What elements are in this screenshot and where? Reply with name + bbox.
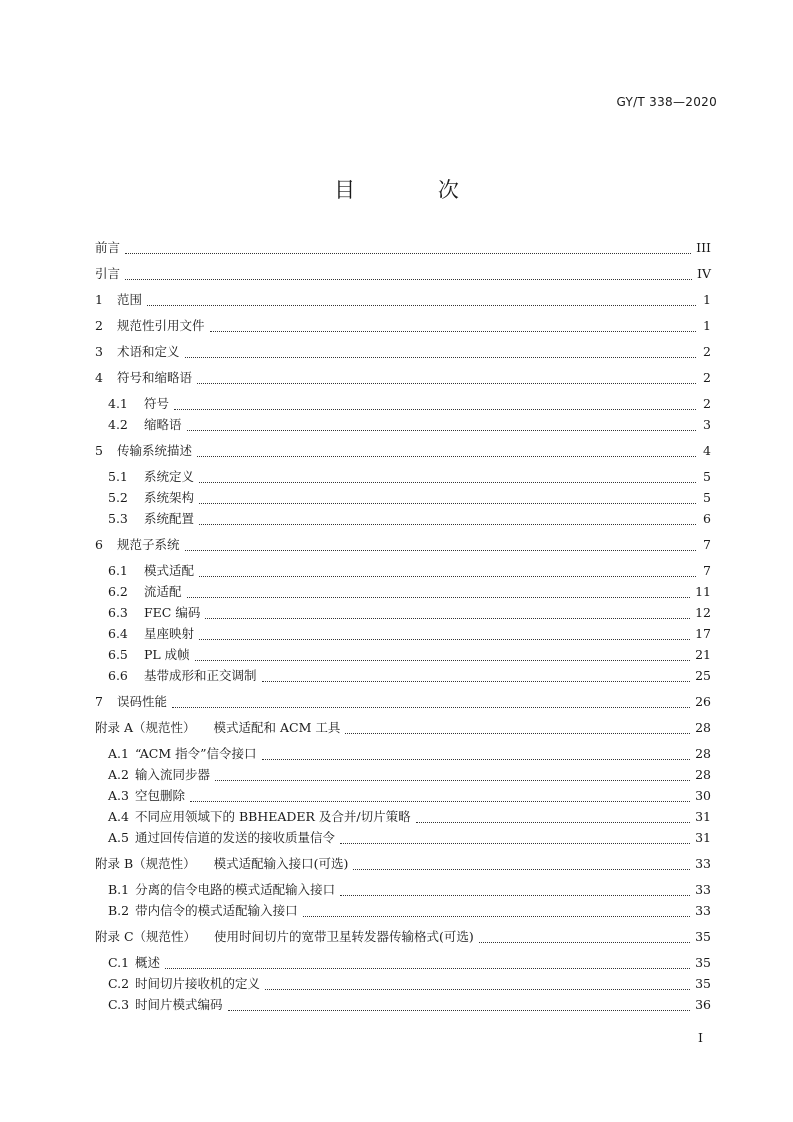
toc-dot-leader: [199, 576, 696, 577]
toc-entry-page: 1: [703, 318, 711, 333]
toc-entry[interactable]: [95, 535, 711, 555]
toc-entry[interactable]: [108, 488, 711, 508]
toc-entry-number: 6.2: [108, 584, 128, 599]
toc-entry-page: 28: [695, 720, 711, 735]
toc-entry-number: A.1: [108, 746, 129, 761]
toc-entry-label: “ACM 指令”信令接口: [134, 746, 257, 761]
toc-entry-page: 31: [695, 830, 711, 845]
toc-dot-leader: [479, 942, 690, 943]
toc-entry-number: 6.3: [108, 605, 128, 620]
toc-entry[interactable]: [95, 927, 711, 947]
toc-entry[interactable]: [108, 603, 711, 623]
toc-entry-page: 31: [695, 809, 711, 824]
toc-entry[interactable]: [95, 342, 711, 362]
toc-entry[interactable]: [108, 645, 711, 665]
toc-entry-label: 模式适配: [144, 563, 195, 578]
toc-entry-page: 5: [703, 469, 711, 484]
toc-entry[interactable]: [95, 718, 711, 738]
toc-entry[interactable]: [108, 666, 711, 686]
toc-entry-page: 12: [695, 605, 711, 620]
toc-entry-number: A.3: [108, 788, 129, 803]
toc-dot-leader: [185, 550, 696, 551]
toc-entry-number: C.3: [108, 997, 130, 1012]
toc-entry[interactable]: [108, 744, 711, 764]
toc-entry-page: 28: [695, 767, 711, 782]
toc-dot-leader: [185, 357, 696, 358]
toc-entry-label: 模式适配输入接口(可选): [213, 856, 349, 871]
toc-entry-label: 符号和缩略语: [117, 370, 193, 385]
toc-entry-page: 7: [703, 563, 711, 578]
toc-dot-leader: [197, 456, 696, 457]
toc-entry[interactable]: [108, 582, 711, 602]
page-title: 目 次: [334, 178, 497, 202]
toc-entry-page: 33: [695, 882, 711, 897]
toc-entry[interactable]: [108, 561, 711, 581]
toc-entry-page: 2: [703, 344, 711, 359]
toc-entry-label: 星座映射: [144, 626, 195, 641]
toc-entry[interactable]: [108, 509, 711, 529]
toc-dot-leader: [125, 253, 691, 254]
toc-entry-label: 时间片模式编码: [135, 997, 223, 1012]
toc-entry-label: 空包删除: [134, 788, 185, 803]
toc-dot-leader: [416, 822, 690, 823]
toc-entry-number: C.1: [108, 955, 130, 970]
toc-dot-leader: [195, 660, 690, 661]
toc-entry-label: 传输系统描述: [117, 443, 193, 458]
toc-entry-label: 前言: [95, 240, 121, 255]
toc-dot-leader: [165, 968, 690, 969]
toc-entry-number: 5: [95, 443, 103, 458]
toc-entry-label: 系统架构: [144, 490, 195, 505]
toc-entry[interactable]: [108, 953, 711, 973]
toc-entry-number: 6.5: [108, 647, 128, 662]
toc-entry-number: 6.1: [108, 563, 128, 578]
toc-entry-page: 30: [695, 788, 711, 803]
toc-entry[interactable]: [95, 368, 711, 388]
toc-dot-leader: [340, 895, 690, 896]
toc-entry-page: 17: [695, 626, 711, 641]
toc-entry[interactable]: [108, 467, 711, 487]
page-number: I: [698, 1030, 703, 1045]
toc-dot-leader: [199, 524, 696, 525]
toc-entry-page: 35: [695, 955, 711, 970]
toc-entry-label: 范围: [117, 292, 143, 307]
document-code: GY/T 338—2020: [616, 95, 717, 109]
toc-entry-label: 通过回传信道的发送的接收质量信令: [134, 830, 335, 845]
toc-entry-page: IV: [697, 266, 711, 281]
toc-entry-number: 2: [95, 318, 103, 333]
toc-entry-page: 25: [695, 668, 711, 683]
toc-entry[interactable]: [108, 394, 711, 414]
toc-entry[interactable]: [108, 828, 711, 848]
toc-entry[interactable]: [95, 854, 711, 874]
toc-entry-page: 3: [703, 417, 711, 432]
toc-dot-leader: [262, 681, 691, 682]
toc-entry-label: 输入流同步器: [134, 767, 210, 782]
toc-entry-number: B.1: [108, 882, 130, 897]
toc-entry-number: 5.3: [108, 511, 128, 526]
toc-entry-page: 33: [695, 856, 711, 871]
toc-entry-page: 2: [703, 396, 711, 411]
toc-entry-number: 4.1: [108, 396, 128, 411]
toc-dot-leader: [265, 989, 690, 990]
toc-dot-leader: [210, 331, 696, 332]
toc-entry-number: B.2: [108, 903, 130, 918]
toc-entry[interactable]: [108, 995, 711, 1015]
toc-entry[interactable]: [108, 624, 711, 644]
toc-dot-leader: [199, 503, 696, 504]
toc-dot-leader: [340, 843, 690, 844]
toc-entry-page: 7: [703, 537, 711, 552]
toc-entry-page: 28: [695, 746, 711, 761]
toc-dot-leader: [174, 409, 696, 410]
toc-dot-leader: [205, 618, 690, 619]
toc-entry-label: 误码性能: [117, 694, 168, 709]
toc-dot-leader: [353, 869, 690, 870]
toc-entry[interactable]: [95, 290, 711, 310]
toc-entry[interactable]: [108, 901, 711, 921]
toc-entry-number: 1: [95, 292, 103, 307]
toc-entry-label: 系统定义: [144, 469, 195, 484]
toc-entry-page: 11: [695, 584, 711, 599]
toc-entry-number: 附录 C（规范性）: [95, 929, 197, 944]
toc-entry-number: A.2: [108, 767, 129, 782]
toc-entry[interactable]: [108, 974, 711, 994]
toc-entry-number: 6: [95, 537, 103, 552]
toc-entry[interactable]: [108, 415, 711, 435]
toc-entry-number: 7: [95, 694, 103, 709]
toc-entry-page: 35: [695, 929, 711, 944]
toc-entry-page: 36: [695, 997, 711, 1012]
toc-entry-number: 6.4: [108, 626, 128, 641]
toc-entry-number: 3: [95, 344, 103, 359]
toc-entry-label: 概述: [135, 955, 161, 970]
toc-entry-number: A.5: [108, 830, 129, 845]
toc-dot-leader: [172, 707, 690, 708]
toc-entry-label: PL 成帧: [144, 647, 190, 662]
toc-entry-page: 1: [703, 292, 711, 307]
toc-entry-page: 35: [695, 976, 711, 991]
toc-entry-number: 5.1: [108, 469, 128, 484]
toc-dot-leader: [345, 733, 690, 734]
toc-entry-page: 2: [703, 370, 711, 385]
toc-entry[interactable]: [95, 441, 711, 461]
toc-entry-label: 使用时间切片的宽带卫星转发器传输格式(可选): [214, 929, 474, 944]
toc-entry-label: FEC 编码: [144, 605, 201, 620]
toc-dot-leader: [125, 279, 692, 280]
toc-entry-label: 引言: [95, 266, 121, 281]
toc-entry-label: 模式适配和 ACM 工具: [213, 720, 341, 735]
toc-entry[interactable]: [95, 264, 711, 284]
toc-entry-label: 不同应用领域下的 BBHEADER 及合并/切片策略: [134, 809, 411, 824]
toc-entry[interactable]: [108, 807, 711, 827]
toc-dot-leader: [199, 639, 690, 640]
toc-entry-number: 5.2: [108, 490, 128, 505]
toc-entry-page: 6: [703, 511, 711, 526]
toc-entry-page: 4: [703, 443, 711, 458]
toc-dot-leader: [262, 759, 691, 760]
toc-entry[interactable]: [95, 238, 711, 258]
toc-dot-leader: [228, 1010, 691, 1011]
toc-dot-leader: [190, 801, 690, 802]
toc-entry-label: 时间切片接收机的定义: [135, 976, 261, 991]
toc-entry-label: 规范性引用文件: [117, 318, 205, 333]
toc-dot-leader: [303, 916, 690, 917]
toc-entry-number: 附录 B（规范性）: [95, 856, 196, 871]
toc-dot-leader: [187, 597, 691, 598]
toc-entry-page: 5: [703, 490, 711, 505]
toc-entry[interactable]: [108, 786, 711, 806]
toc-entry-label: 系统配置: [144, 511, 195, 526]
toc-entry-number: 附录 A（规范性）: [95, 720, 196, 735]
toc-entry-number: 4: [95, 370, 103, 385]
toc-entry-label: 基带成形和正交调制: [144, 668, 257, 683]
toc-entry-number: 4.2: [108, 417, 128, 432]
toc-entry-page: 33: [695, 903, 711, 918]
toc-entry-label: 符号: [144, 396, 170, 411]
toc-entry-page: III: [696, 240, 711, 255]
toc-dot-leader: [147, 305, 696, 306]
toc-entry[interactable]: [95, 692, 711, 712]
toc-entry-number: C.2: [108, 976, 130, 991]
toc-entry-label: 规范子系统: [117, 537, 180, 552]
toc-entry[interactable]: [95, 316, 711, 336]
toc-entry-label: 缩略语: [144, 417, 182, 432]
toc-entry-page: 21: [695, 647, 711, 662]
toc-entry-label: 分离的信令电路的模式适配输入接口: [135, 882, 336, 897]
toc-entry[interactable]: [108, 765, 711, 785]
toc-entry-label: 术语和定义: [117, 344, 180, 359]
toc-entry-label: 流适配: [144, 584, 182, 599]
toc-entry-label: 带内信令的模式适配输入接口: [135, 903, 298, 918]
toc-dot-leader: [197, 383, 696, 384]
toc-dot-leader: [199, 482, 696, 483]
toc-entry-page: 26: [695, 694, 711, 709]
toc-dot-leader: [215, 780, 690, 781]
toc-dot-leader: [187, 430, 696, 431]
toc-entry[interactable]: [108, 880, 711, 900]
toc-entry-number: 6.6: [108, 668, 128, 683]
toc-entry-number: A.4: [108, 809, 129, 824]
